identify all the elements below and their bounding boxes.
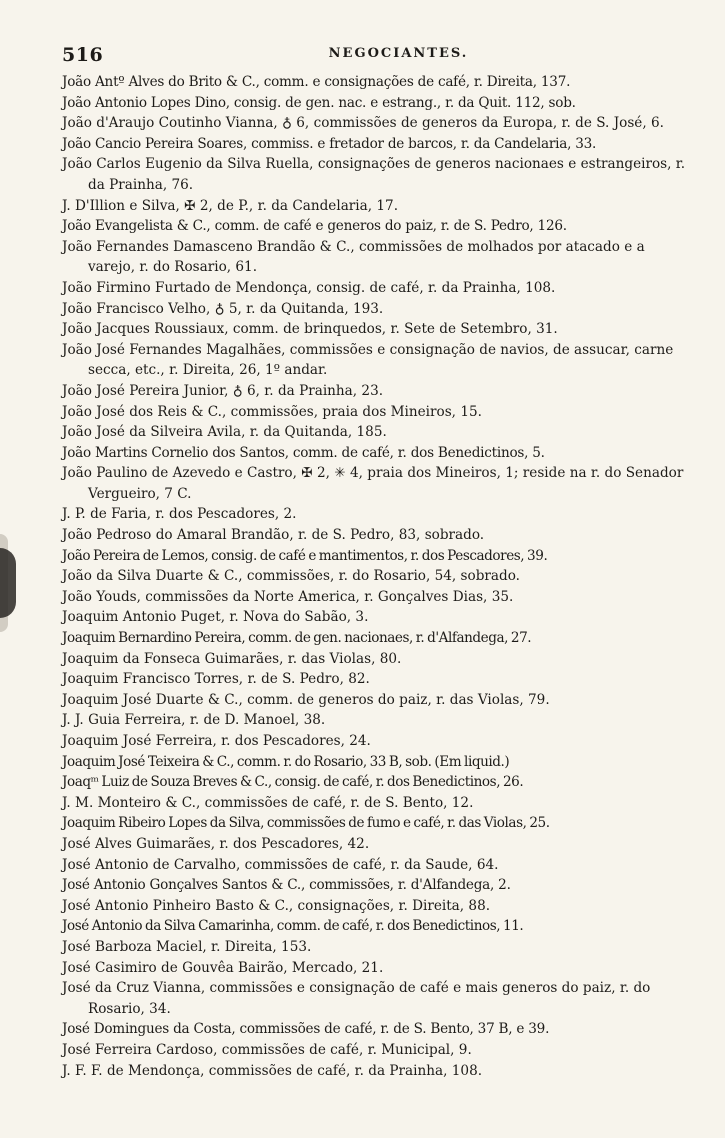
list-item: José da Cruz Vianna, commissões e consignação de café e mais generos do paiz, r. do Rosario, 34. — [62, 980, 651, 1017]
list-item: João Paulino de Azevedo e Castro, ✠ 2, ✳ 4, praia dos Mineiros, 1; reside na r. do Senador Vergueiro, 7 C. — [62, 465, 684, 502]
list-item: João José da Silveira Avila, r. da Quitanda, 185. — [62, 424, 387, 441]
list-item: Joaquim Antonio Puget, r. Nova do Sabão, 3. — [62, 609, 369, 626]
list-item: J. J. Guia Ferreira, r. de D. Manoel, 38. — [62, 712, 326, 729]
list-item: Joaqᵐ Luiz de Souza Breves & C., consig. de café, r. dos Benedictinos, 26. — [62, 774, 524, 791]
list-item: J. M. Monteiro & C., commissões de café, r. de S. Bento, 12. — [62, 794, 474, 811]
list-item: João Evangelista & C., comm. de café e generos do paiz, r. de S. Pedro, 126. — [62, 218, 567, 235]
running-head: NEGOCIANTES. — [328, 46, 469, 61]
list-item: Joaquim da Fonseca Guimarães, r. das Violas, 80. — [62, 650, 402, 667]
list-item: José Casimiro de Gouvêa Bairão, Mercado, 21. — [62, 959, 384, 976]
list-item: João Jacques Roussiaux, comm. de brinquedos, r. Sete de Setembro, 31. — [62, 321, 558, 338]
list-item: João Antº Alves do Brito & C., comm. e consignações de café, r. Direita, 137. — [62, 74, 571, 90]
list-item: J. D'Illion e Silva, ✠ 2, de P., r. da Candelaria, 17. — [62, 197, 399, 214]
list-item: J. P. de Faria, r. dos Pescadores, 2. — [62, 506, 297, 523]
list-item: Joaquim Ribeiro Lopes da Silva, commissões de fumo e café, r. das Violas, 25. — [62, 815, 550, 832]
page-header — [62, 44, 695, 68]
list-item: José Domingues da Costa, commissões de café, r. de S. Bento, 37 B, e 39. — [62, 1021, 550, 1038]
list-item: José Antonio Gonçalves Santos & C., commissões, r. d'Alfandega, 2. — [62, 877, 511, 894]
list-item: José Antonio de Carvalho, commissões de café, r. da Saude, 64. — [62, 856, 499, 873]
list-item: José Alves Guimarães, r. dos Pescadores, 42. — [62, 835, 370, 852]
list-item: João Cancio Pereira Soares, commiss. e fretador de barcos, r. da Candelaria, 33. — [62, 135, 597, 152]
list-item: João José Fernandes Magalhães, commissões e consignação de navios, de assucar, carne secca, etc., r. Direita, 26, 1º andar. — [62, 341, 674, 379]
list-item: Joaquim José Duarte & C., comm. de generos do paiz, r. das Violas, 79. — [62, 691, 550, 708]
list-item: Joaquim José Teixeira & C., comm. r. do Rosario, 33 B, sob. (Em liquid.) — [62, 753, 510, 770]
list-item: J. F. F. de Mendonça, commissões de café, r. da Prainha, 108. — [62, 1062, 483, 1079]
merchant-list — [62, 72, 696, 1081]
list-item: João José dos Reis & C., commissões, praia dos Mineiros, 15. — [62, 403, 482, 420]
page-number: 516 — [62, 44, 104, 66]
list-item: João José Pereira Junior, ♁ 6, r. da Prainha, 23. — [62, 382, 384, 399]
list-item: João Carlos Eugenio da Silva Ruella, consignações de generos nacionaes e estrangeiros, r. da Prainha, 76. — [62, 156, 686, 193]
list-item: Joaquim José Ferreira, r. dos Pescadores, 24. — [62, 733, 371, 749]
list-item: José Ferreira Cardoso, commissões de café, r. Municipal, 9. — [62, 1041, 472, 1058]
list-item: Joaquim Francisco Torres, r. de S. Pedro, 82. — [62, 671, 370, 688]
list-item: João Firmino Furtado de Mendonça, consig. de café, r. da Prainha, 108. — [62, 279, 556, 296]
list-item: Joaquim Bernardino Pereira, comm. de gen. nacionaes, r. d'Alfandega, 27. — [62, 630, 532, 647]
list-item: José Barboza Maciel, r. Direita, 153. — [62, 938, 312, 955]
list-item: João Antonio Lopes Dino, consig. de gen. nac. e estrang., r. da Quit. 112, sob. — [62, 94, 576, 111]
list-item: José Antonio da Silva Camarinha, comm. de café, r. dos Benedictinos, 11. — [62, 918, 524, 935]
list-item: João Martins Cornelio dos Santos, comm. de café, r. dos Benedictinos, 5. — [62, 444, 545, 461]
list-item: João Fernandes Damasceno Brandão & C., commissões de molhados por atacado e a varejo, r. do Rosario, 61. — [62, 238, 645, 276]
list-item: João d'Araujo Coutinho Vianna, ♁ 6, commissões de generos da Europa, r. de S. José, 6. — [62, 115, 664, 132]
list-item: João Youds, commissões da Norte America, r. Gonçalves Dias, 35. — [62, 588, 514, 605]
list-item: João Francisco Velho, ♁ 5, r. da Quitanda, 193. — [62, 300, 384, 317]
margin-ink-stain — [0, 548, 16, 618]
list-item: João da Silva Duarte & C., commissões, r. do Rosario, 54, sobrado. — [62, 568, 520, 585]
list-item: João Pereira de Lemos, consig. de café e mantimentos, r. dos Pescadores, 39. — [62, 547, 548, 564]
list-item: João Pedroso do Amaral Brandão, r. de S. Pedro, 83, sobrado. — [62, 527, 485, 544]
list-item: José Antonio Pinheiro Basto & C., consignações, r. Direita, 88. — [62, 897, 491, 914]
